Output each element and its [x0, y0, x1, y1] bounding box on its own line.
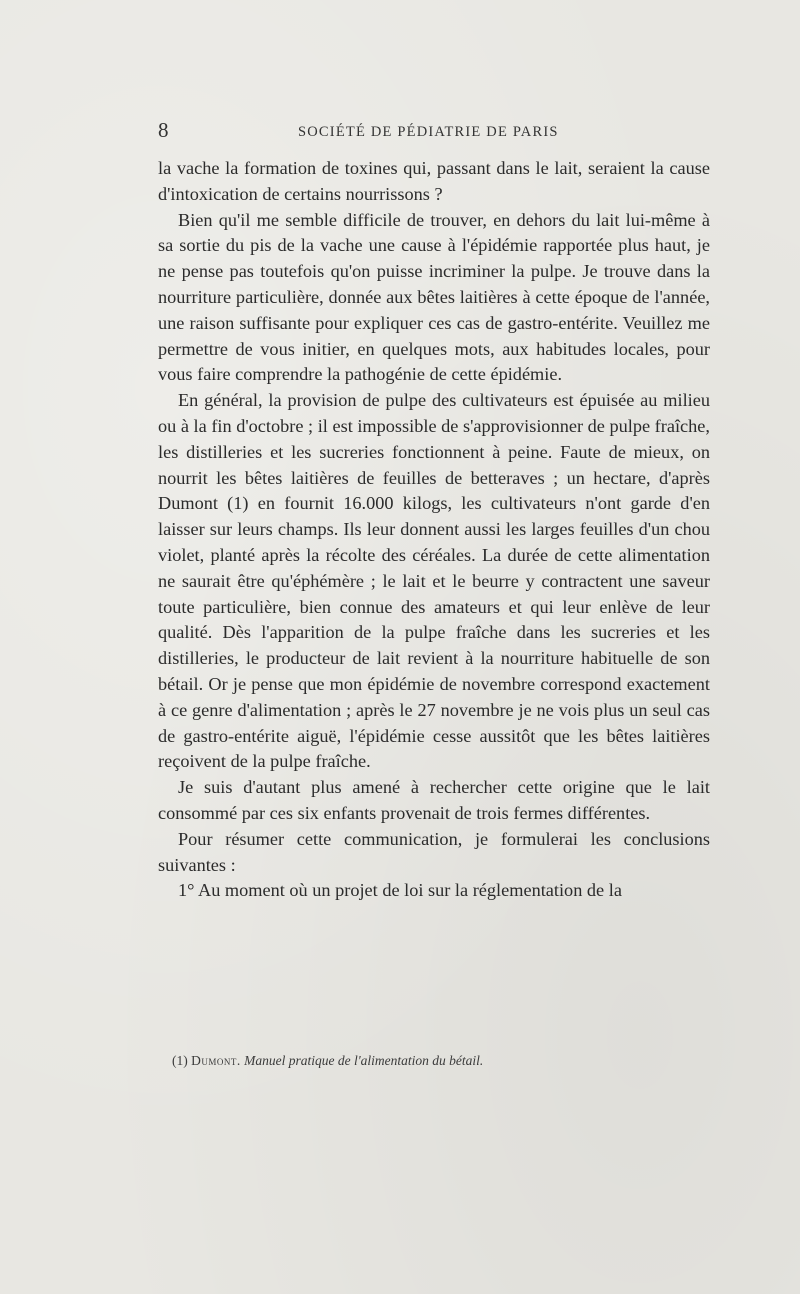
footnote	[172, 1053, 712, 1069]
page-header	[158, 118, 710, 144]
paragraph-continuation: la vache la formation de toxines qui, passant dans le lait, seraient la cause d'intoxication de certains nourrissons ?	[158, 158, 710, 204]
paragraph: Pour résumer cette communication, je formulerai les conclusions suivantes :	[158, 828, 710, 875]
page-number: 8	[158, 118, 169, 142]
body-text	[158, 156, 710, 904]
footnote-marker: (1)	[172, 1053, 188, 1068]
footnote-title: Manuel pratique de l'alimentation du bétail.	[244, 1053, 484, 1068]
running-title: SOCIÉTÉ DE PÉDIATRIE DE PARIS	[298, 124, 559, 140]
paragraph: Bien qu'il me semble difficile de trouver, en dehors du lait lui-même à sa sortie du pis de la vache une cause à l'épidémie rapportée plus haut, je ne pense pas toutefois qu'on puisse incriminer la pulpe. Je trouve dans la nourriture particulière, donnée aux bêtes laitières à cette époque de l'année, une raison suffisante pour expliquer ces cas de gastro-entérite. Veuillez me permettre de vous initier, en quelques mots, aux habitudes locales, pour vous faire comprendre la pathogénie de cette épidémie.	[158, 209, 710, 385]
paragraph: Je suis d'autant plus amené à rechercher cette origine que le lait consommé par ces six enfants provenait de trois fermes différentes.	[158, 777, 710, 823]
paragraph: En général, la provision de pulpe des cultivateurs est épuisée au milieu ou à la fin d'octobre ; il est impossible de s'approvisionner de pulpe fraîche, les distilleries et les sucreries fonctionnent à peine. Faute de mieux, on nourrit les bêtes laitières de feuilles de betteraves ; un hectare, d'après Dumont (1) en fournit 16.000 kilogs, les cultivateurs n'ont garde d'en laisser sur leurs champs. Ils leur donnent aussi les larges feuilles d'un chou violet, planté après la récolte des céréales. La durée de cette alimentation ne saurait être qu'éphémère ; le lait et le beurre y contractent une saveur toute particulière, bien connue des amateurs et qui leur enlève de leur qualité. Dès l'apparition de la pulpe fraîche dans les sucreries et les distilleries, le producteur de lait revient à la nourriture habituelle de son bétail. Or je pense que mon épidémie de novembre correspond exactement à ce genre d'alimentation ; après le 27 novembre je ne vois plus un seul cas de gastro-entérite aiguë, l'épidémie cesse aussitôt que les bêtes laitières reçoivent de la pulpe fraîche.	[158, 390, 710, 772]
paragraph: 1° Au moment où un projet de loi sur la réglementation de la	[178, 880, 622, 901]
footnote-author: Dumont.	[191, 1053, 241, 1068]
